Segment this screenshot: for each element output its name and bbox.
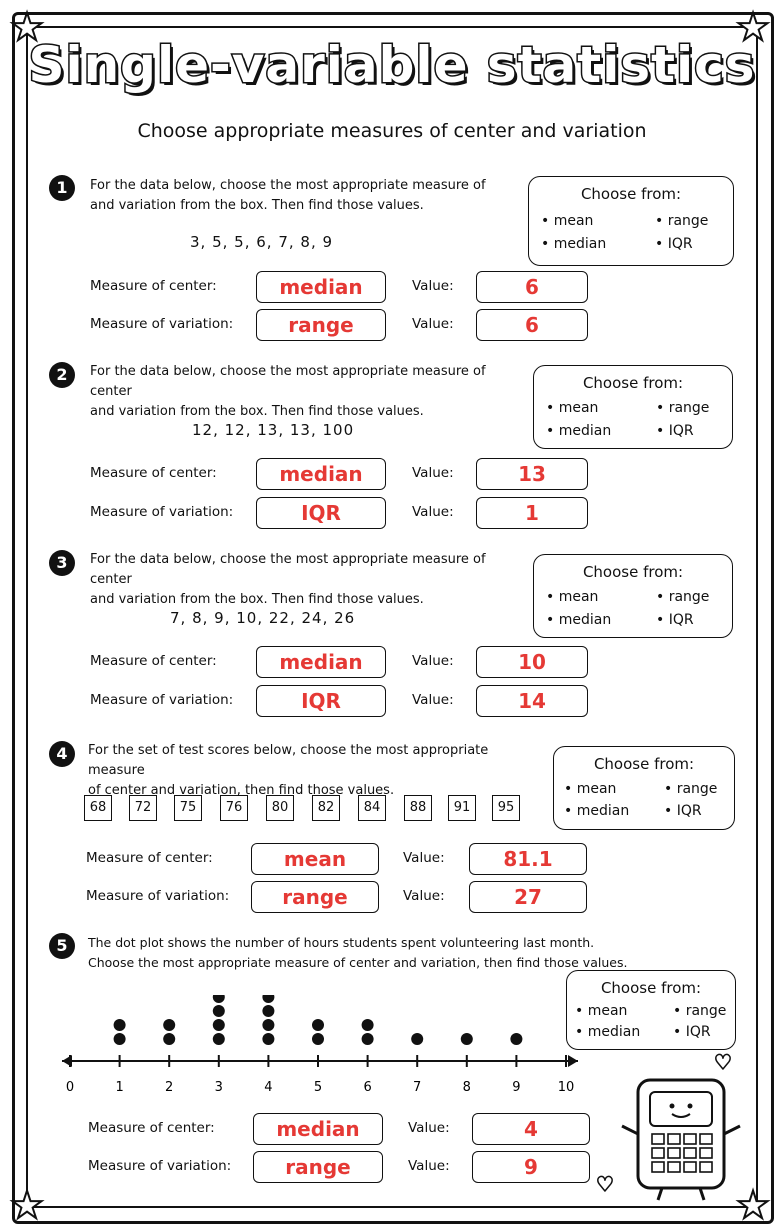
tick-label: 0	[65, 1080, 75, 1095]
data-set: 12, 12, 13, 13, 100	[192, 421, 355, 439]
question-text	[88, 741, 548, 801]
option-mean: • mean	[564, 781, 617, 797]
variation-answer-box[interactable]: range	[256, 309, 386, 341]
variation-value-box[interactable]: 14	[476, 685, 588, 717]
tick-label: 9	[512, 1080, 521, 1095]
data-set: 3, 5, 5, 6, 7, 8, 9	[190, 233, 334, 251]
question-text-line: For the data below, choose the most appropriate measure of center	[90, 552, 486, 587]
tick-label: 8	[462, 1080, 471, 1095]
value-label: Value:	[412, 465, 454, 481]
score-cell: 84	[358, 795, 386, 821]
variation-value-box[interactable]: 27	[469, 881, 587, 913]
question-text-line: and variation from the box. Then find those values.	[90, 404, 424, 419]
option-mean: • mean	[575, 1003, 628, 1019]
score-cell: 72	[129, 795, 157, 821]
data-dot	[213, 1019, 225, 1031]
score-cell: 68	[84, 795, 112, 821]
data-dot	[163, 1019, 175, 1031]
value-label: Value:	[412, 653, 454, 669]
data-dot	[362, 1019, 374, 1031]
option-median: • median	[541, 236, 607, 252]
arrow-right-icon	[568, 1055, 578, 1067]
option-range: • range	[655, 213, 709, 229]
tick-label: 2	[165, 1080, 174, 1095]
score-cell: 95	[492, 795, 520, 821]
center-label: Measure of center:	[90, 278, 217, 294]
question-text-line: The dot plot shows the number of hours students spent volunteering last month.	[88, 935, 595, 950]
option-range: • range	[664, 781, 718, 797]
heart-icon: ♥	[596, 1172, 614, 1196]
value-label: Value:	[412, 504, 454, 520]
question-number: 4	[49, 741, 75, 767]
variation-answer-box[interactable]: range	[251, 881, 379, 913]
tick-label: 10	[557, 1080, 575, 1095]
data-dot	[114, 1019, 126, 1031]
data-dot	[114, 1033, 126, 1045]
option-median: • median	[575, 1024, 641, 1040]
question-text	[90, 550, 530, 610]
data-dot	[312, 1019, 324, 1031]
tick-label: 6	[363, 1080, 372, 1095]
center-label: Measure of center:	[90, 465, 217, 481]
score-cell: 75	[174, 795, 202, 821]
variation-value-box[interactable]: 1	[476, 497, 588, 529]
variation-answer-box[interactable]: IQR	[256, 685, 386, 717]
option-iqr: • IQR	[656, 423, 694, 439]
score-cell: 76	[220, 795, 248, 821]
question-text-line: and variation from the box. Then find those values.	[90, 198, 424, 213]
center-label: Measure of center:	[86, 850, 213, 866]
data-dot	[213, 1033, 225, 1045]
data-dot	[362, 1033, 374, 1045]
option-median: • median	[546, 612, 612, 628]
variation-label: Measure of variation:	[88, 1158, 232, 1174]
data-dot	[461, 1033, 473, 1045]
variation-value-box[interactable]: 9	[472, 1151, 590, 1183]
center-answer-box[interactable]: median	[253, 1113, 383, 1145]
question-text-line: For the set of test scores below, choose the most appropriate measure	[88, 743, 489, 778]
value-label: Value:	[403, 850, 445, 866]
data-dot	[312, 1033, 324, 1045]
score-cell: 88	[404, 795, 432, 821]
option-mean: • mean	[541, 213, 594, 229]
center-answer-box[interactable]: mean	[251, 843, 379, 875]
score-cell: 82	[312, 795, 340, 821]
option-median: • median	[546, 423, 612, 439]
data-dot	[411, 1033, 423, 1045]
data-dot	[262, 1019, 274, 1031]
choose-from-box	[533, 365, 733, 449]
star-icon: ★	[736, 5, 771, 49]
center-answer-box[interactable]: median	[256, 271, 386, 303]
question-text-line: For the data below, choose the most appropriate measure of center	[90, 364, 486, 399]
question-number: 2	[49, 362, 75, 388]
calculator-icon	[612, 1062, 750, 1202]
value-label: Value:	[412, 316, 454, 332]
choose-title: Choose from:	[582, 374, 684, 392]
value-label: Value:	[403, 888, 445, 904]
question-number: 5	[49, 933, 75, 959]
question-number: 1	[49, 175, 75, 201]
center-answer-box[interactable]: median	[256, 646, 386, 678]
variation-label: Measure of variation:	[90, 504, 234, 520]
value-label: Value:	[412, 692, 454, 708]
center-answer-box[interactable]: median	[256, 458, 386, 490]
question-text	[90, 362, 530, 422]
choose-title: Choose from:	[582, 563, 684, 581]
value-label: Value:	[408, 1120, 450, 1136]
center-value-box[interactable]: 13	[476, 458, 588, 490]
choose-from-box	[566, 970, 736, 1050]
variation-answer-box[interactable]: IQR	[256, 497, 386, 529]
question-text	[90, 176, 530, 216]
option-range: • range	[656, 400, 710, 416]
choose-title: Choose from:	[600, 979, 702, 997]
center-value-box[interactable]: 4	[472, 1113, 590, 1145]
tick-label: 4	[264, 1080, 273, 1095]
question-text-line: of center and variation, then find those values.	[88, 783, 395, 798]
star-icon: ★	[10, 5, 45, 49]
question-text-line: Choose the most appropriate measure of center and variation, then find those values.	[88, 955, 628, 970]
choose-title: Choose from:	[593, 755, 695, 773]
value-label: Value:	[412, 278, 454, 294]
variation-label: Measure of variation:	[90, 316, 234, 332]
question-text-line: For the data below, choose the most appropriate measure of	[90, 178, 486, 193]
tick-label: 1	[115, 1080, 124, 1095]
score-cell: 80	[266, 795, 294, 821]
data-dot	[213, 1005, 225, 1017]
tick-label: 3	[214, 1080, 223, 1095]
choose-from-box	[553, 746, 735, 830]
center-value-box[interactable]: 6	[476, 271, 588, 303]
data-dot	[262, 1005, 274, 1017]
option-iqr: • IQR	[656, 612, 694, 628]
center-value-box[interactable]: 10	[476, 646, 588, 678]
data-dot	[213, 995, 225, 1003]
data-set: 7, 8, 9, 10, 22, 24, 26	[170, 609, 356, 627]
option-range: • range	[673, 1003, 727, 1019]
option-range: • range	[656, 589, 710, 605]
option-mean: • mean	[546, 400, 599, 416]
choose-from-box	[533, 554, 733, 638]
center-label: Measure of center:	[88, 1120, 215, 1136]
option-mean: • mean	[546, 589, 599, 605]
choose-title: Choose from:	[580, 185, 682, 203]
score-cell: 91	[448, 795, 476, 821]
tick-label: 5	[313, 1080, 323, 1095]
data-dot	[262, 995, 274, 1003]
data-dot	[262, 1033, 274, 1045]
data-dot	[163, 1033, 175, 1045]
variation-label: Measure of variation:	[90, 692, 234, 708]
variation-value-box[interactable]: 6	[476, 309, 588, 341]
page-title: Single-variable statistics	[28, 36, 756, 94]
star-icon: ★	[10, 1183, 45, 1227]
option-iqr: • IQR	[655, 236, 693, 252]
center-label: Measure of center:	[90, 653, 217, 669]
value-label: Value:	[408, 1158, 450, 1174]
star-icon: ★	[736, 1183, 771, 1227]
page-subtitle: Choose appropriate measures of center and variation	[137, 120, 647, 142]
data-dot	[510, 1033, 522, 1045]
question-number: 3	[49, 550, 75, 576]
variation-answer-box[interactable]: range	[253, 1151, 383, 1183]
question-text-line: and variation from the box. Then find those values.	[90, 592, 424, 607]
tick-label: 7	[413, 1080, 422, 1095]
question-text	[88, 933, 648, 973]
dot-plot	[50, 995, 590, 1100]
choose-from-box	[528, 176, 734, 266]
option-median: • median	[564, 803, 630, 819]
variation-label: Measure of variation:	[86, 888, 230, 904]
option-iqr: • IQR	[673, 1024, 711, 1040]
option-iqr: • IQR	[664, 803, 702, 819]
heart-icon: ♥	[714, 1050, 732, 1074]
center-value-box[interactable]: 81.1	[469, 843, 587, 875]
